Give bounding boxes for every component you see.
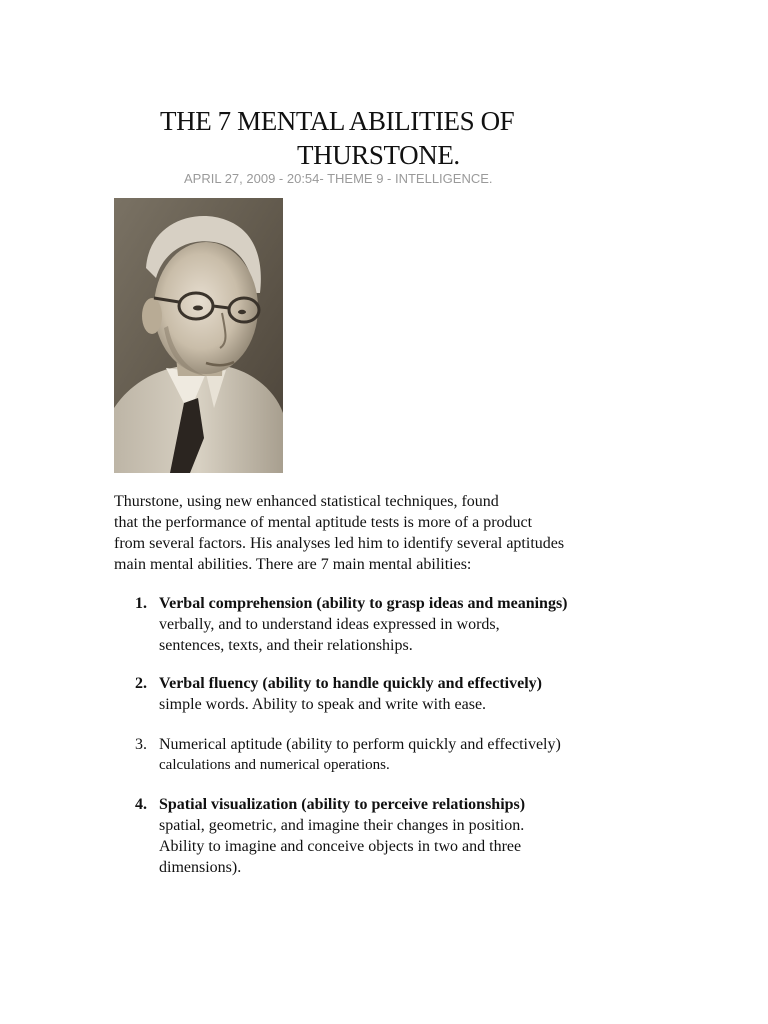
heading-word: comprehension <box>208 595 313 612</box>
heading-word: perceive <box>371 796 429 813</box>
item-heading-text <box>159 673 625 694</box>
item-text: spatial, geometric, and imagine their changes in position. <box>159 817 525 834</box>
heading-word: relationships) <box>432 796 526 813</box>
heading-word: and <box>437 675 464 692</box>
item-number: 4. <box>135 796 147 813</box>
heading-word: fluency <box>208 675 259 692</box>
item-heading <box>135 593 657 614</box>
heading-word: (ability <box>286 736 333 753</box>
item-heading-text <box>159 593 657 614</box>
heading-word: grasp <box>386 595 425 612</box>
item-text: calculations and numerical operations. <box>159 757 390 773</box>
item-heading <box>135 794 601 815</box>
heading-word: Verbal <box>159 675 205 692</box>
heading-word: (ability <box>316 595 366 612</box>
intro-paragraph <box>114 491 674 575</box>
post-meta: APRIL 27, 2009 - 20:54- THEME 9 - INTELLIGENCE. <box>184 171 493 186</box>
list-item <box>135 673 657 715</box>
item-heading <box>135 734 647 755</box>
heading-word: ideas <box>428 595 464 612</box>
intro-line: main mental abilities. There are 7 main mental abilities: <box>114 556 472 573</box>
heading-word: visualization <box>211 796 298 813</box>
list-item <box>135 593 657 656</box>
heading-word: to <box>336 736 349 753</box>
list-item <box>135 794 657 878</box>
heading-word: meanings) <box>497 595 568 612</box>
item-number: 3. <box>135 736 147 753</box>
heading-word: to <box>369 595 383 612</box>
item-text: verbally, and to understand ideas expressed in words, <box>159 616 500 633</box>
heading-word: quickly <box>408 736 457 753</box>
item-heading <box>135 673 625 694</box>
heading-word: perform <box>352 736 405 753</box>
heading-word: (ability <box>262 675 312 692</box>
heading-word: quickly <box>382 675 434 692</box>
heading-word: aptitude <box>230 736 283 753</box>
intro-line: that the performance of mental aptitude tests is more of a product <box>114 514 533 531</box>
heading-word: handle <box>332 675 379 692</box>
intro-line: from several factors. His analyses led him to identify several aptitudes <box>114 535 565 552</box>
item-heading-text <box>159 794 601 815</box>
list-item <box>135 734 657 776</box>
item-text: sentences, texts, and their relationships. <box>159 637 413 654</box>
heading-word: Spatial <box>159 796 208 813</box>
page-title-line-2: THURSTONE. <box>297 140 460 170</box>
portrait-icon <box>114 198 283 473</box>
heading-word: effectively) <box>487 736 561 753</box>
heading-word: and <box>467 595 494 612</box>
heading-word: effectively) <box>467 675 542 692</box>
page-title-line-1: THE 7 MENTAL ABILITIES OF <box>160 106 515 136</box>
heading-word: and <box>460 736 484 753</box>
item-text: dimensions). <box>159 859 242 876</box>
item-heading-text <box>159 734 647 755</box>
item-number: 1. <box>135 595 147 612</box>
intro-line: Thurstone, using new enhanced statistical techniques, found <box>114 493 499 510</box>
item-text: simple words. Ability to speak and write with ease. <box>159 696 487 713</box>
heading-word: Numerical <box>159 736 227 753</box>
item-number: 2. <box>135 675 147 692</box>
portrait-photo <box>114 198 283 473</box>
heading-word: (ability <box>301 796 351 813</box>
item-text: Ability to imagine and conceive objects in two and three <box>159 838 522 855</box>
heading-word: to <box>315 675 329 692</box>
heading-word: to <box>354 796 368 813</box>
heading-word: Verbal <box>159 595 205 612</box>
